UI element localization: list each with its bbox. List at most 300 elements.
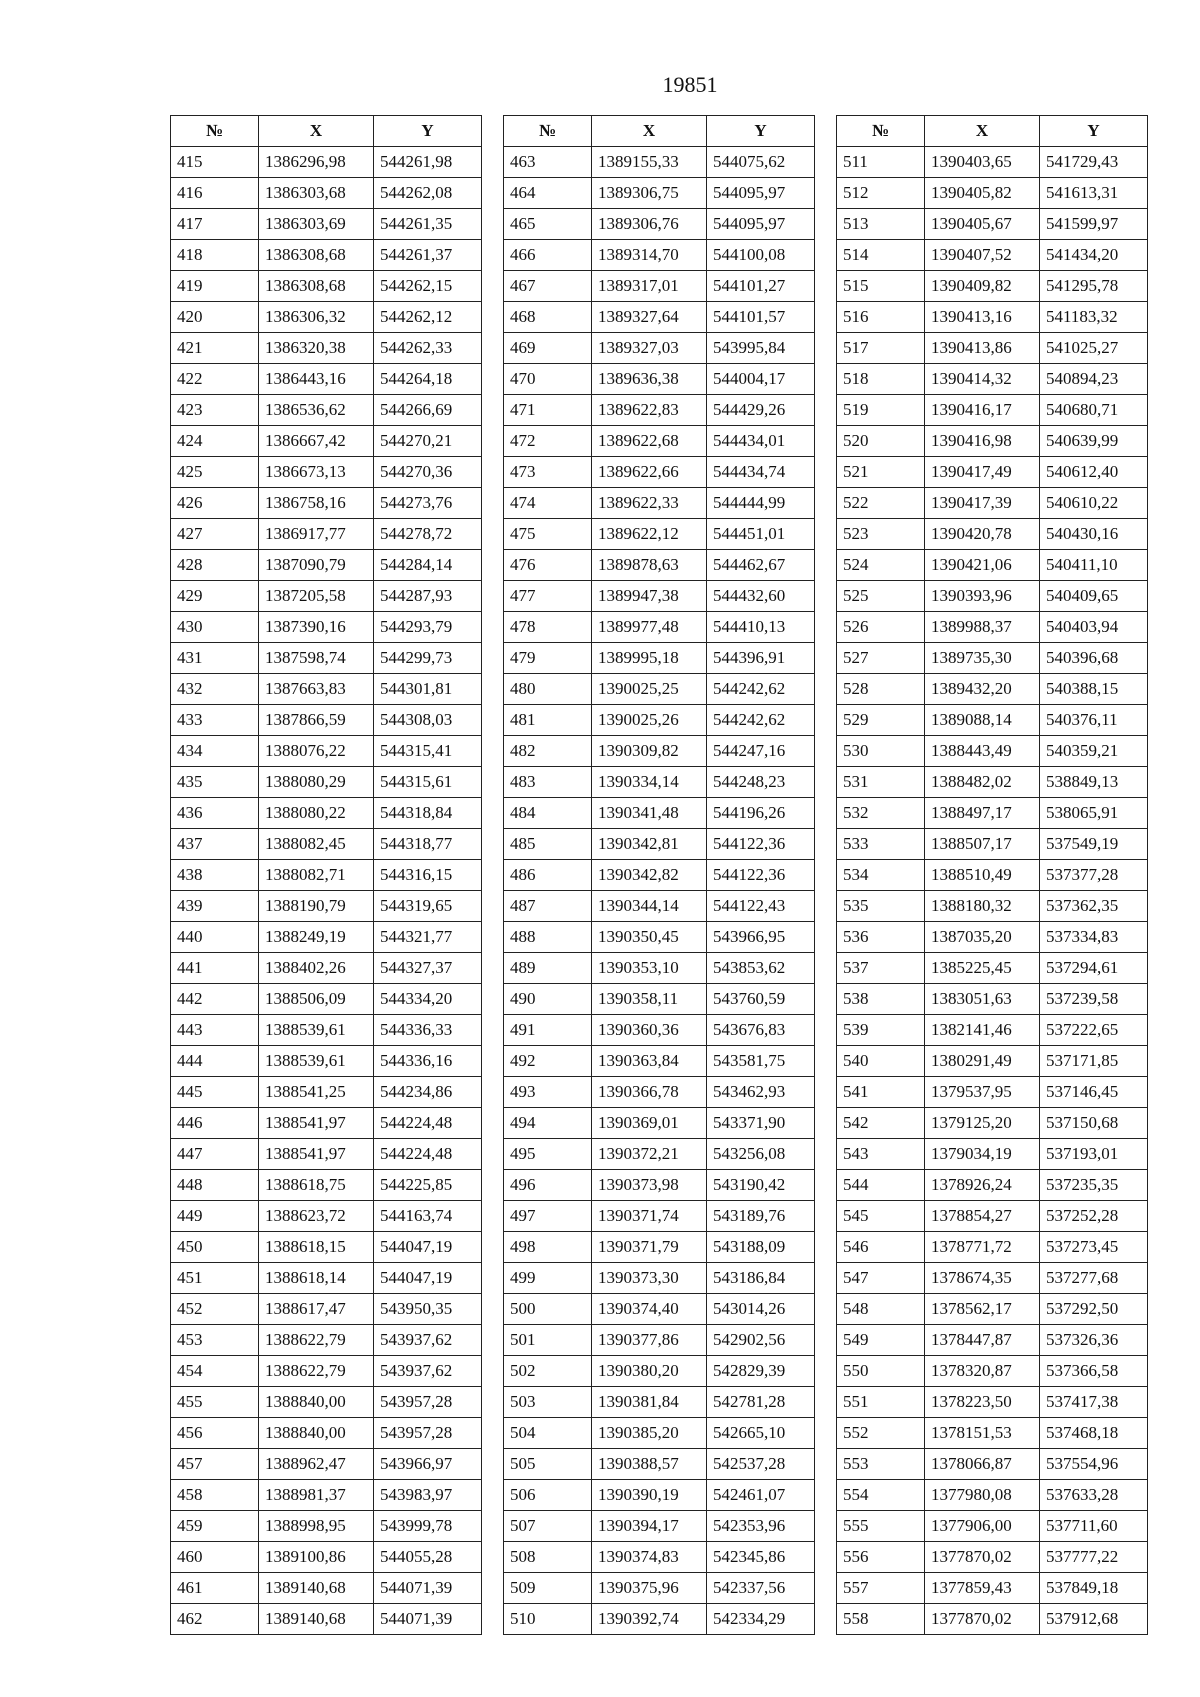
- table-row: [837, 1449, 1148, 1480]
- y-coordinate-cell: 537377,28: [1040, 860, 1148, 891]
- y-coordinate-cell: 537549,19: [1040, 829, 1148, 860]
- table-row: [504, 1387, 815, 1418]
- point-number-cell: 545: [837, 1201, 925, 1232]
- y-coordinate-cell: 544336,16: [374, 1046, 482, 1077]
- x-coordinate-cell: 1386443,16: [259, 364, 374, 395]
- y-coordinate-cell: 544308,03: [374, 705, 482, 736]
- x-coordinate-cell: 1389140,68: [259, 1573, 374, 1604]
- point-number-cell: 463: [504, 147, 592, 178]
- point-number-cell: 441: [171, 953, 259, 984]
- y-coordinate-cell: 543983,97: [374, 1480, 482, 1511]
- table-row: [504, 674, 815, 705]
- x-coordinate-cell: 1388840,00: [259, 1387, 374, 1418]
- x-coordinate-cell: 1388497,17: [925, 798, 1040, 829]
- x-coordinate-cell: 1389306,75: [592, 178, 707, 209]
- table-row: [171, 1325, 482, 1356]
- table-row: [171, 426, 482, 457]
- point-number-cell: 538: [837, 984, 925, 1015]
- y-coordinate-cell: 544316,15: [374, 860, 482, 891]
- point-number-cell: 496: [504, 1170, 592, 1201]
- x-coordinate-cell: 1386308,68: [259, 271, 374, 302]
- point-number-cell: 447: [171, 1139, 259, 1170]
- y-coordinate-cell: 540403,94: [1040, 612, 1148, 643]
- table-row: [837, 1294, 1148, 1325]
- table-row: [504, 767, 815, 798]
- x-coordinate-cell: 1388623,72: [259, 1201, 374, 1232]
- table-row: [171, 271, 482, 302]
- y-coordinate-cell: 544234,86: [374, 1077, 482, 1108]
- x-coordinate-cell: 1390390,19: [592, 1480, 707, 1511]
- point-number-cell: 436: [171, 798, 259, 829]
- table-row: [837, 240, 1148, 271]
- x-coordinate-cell: 1390377,86: [592, 1325, 707, 1356]
- x-coordinate-cell: 1386303,69: [259, 209, 374, 240]
- point-number-cell: 508: [504, 1542, 592, 1573]
- x-coordinate-cell: 1378320,87: [925, 1356, 1040, 1387]
- x-coordinate-cell: 1389088,14: [925, 705, 1040, 736]
- x-coordinate-cell: 1377906,00: [925, 1511, 1040, 1542]
- y-coordinate-cell: 543937,62: [374, 1356, 482, 1387]
- table-row: [504, 1418, 815, 1449]
- x-coordinate-cell: 1389306,76: [592, 209, 707, 240]
- point-number-cell: 423: [171, 395, 259, 426]
- x-coordinate-cell: 1389995,18: [592, 643, 707, 674]
- table-row: [837, 767, 1148, 798]
- y-coordinate-cell: 544004,17: [707, 364, 815, 395]
- table-row: [504, 1604, 815, 1635]
- table-row: [171, 364, 482, 395]
- table-row: [504, 736, 815, 767]
- table-row: [837, 1542, 1148, 1573]
- table-row: [171, 1604, 482, 1635]
- x-coordinate-cell: 1390344,14: [592, 891, 707, 922]
- table-row: [504, 1542, 815, 1573]
- x-coordinate-cell: 1390409,82: [925, 271, 1040, 302]
- y-coordinate-cell: 537222,65: [1040, 1015, 1148, 1046]
- y-coordinate-cell: 537146,45: [1040, 1077, 1148, 1108]
- x-coordinate-cell: 1387390,16: [259, 612, 374, 643]
- point-number-cell: 417: [171, 209, 259, 240]
- y-coordinate-cell: 544224,48: [374, 1139, 482, 1170]
- y-coordinate-cell: 544396,91: [707, 643, 815, 674]
- point-number-cell: 459: [171, 1511, 259, 1542]
- table-row: [837, 1046, 1148, 1077]
- table-row: [171, 984, 482, 1015]
- table-row: [837, 271, 1148, 302]
- table-row: [504, 550, 815, 581]
- y-coordinate-cell: 544075,62: [707, 147, 815, 178]
- point-number-cell: 489: [504, 953, 592, 984]
- y-coordinate-cell: 543581,75: [707, 1046, 815, 1077]
- y-coordinate-cell: 544262,12: [374, 302, 482, 333]
- point-number-cell: 437: [171, 829, 259, 860]
- table-row: [837, 1015, 1148, 1046]
- x-coordinate-cell: 1390373,98: [592, 1170, 707, 1201]
- table-row: [504, 1263, 815, 1294]
- y-coordinate-cell: 542781,28: [707, 1387, 815, 1418]
- y-coordinate-cell: 537292,50: [1040, 1294, 1148, 1325]
- point-number-cell: 509: [504, 1573, 592, 1604]
- table-row: [171, 147, 482, 178]
- x-coordinate-cell: 1388076,22: [259, 736, 374, 767]
- x-coordinate-cell: 1390417,39: [925, 488, 1040, 519]
- y-coordinate-cell: 544264,18: [374, 364, 482, 395]
- table-row: [171, 1480, 482, 1511]
- table-row: [504, 581, 815, 612]
- x-coordinate-header: X: [259, 116, 374, 147]
- table-row: [504, 1170, 815, 1201]
- table-row: [504, 1201, 815, 1232]
- x-coordinate-cell: 1388510,49: [925, 860, 1040, 891]
- table-row: [837, 581, 1148, 612]
- y-coordinate-cell: 544318,84: [374, 798, 482, 829]
- point-number-cell: 471: [504, 395, 592, 426]
- table-row: [504, 1449, 815, 1480]
- x-coordinate-cell: 1388539,61: [259, 1046, 374, 1077]
- x-coordinate-cell: 1378562,17: [925, 1294, 1040, 1325]
- x-coordinate-cell: 1390341,48: [592, 798, 707, 829]
- point-number-cell: 464: [504, 178, 592, 209]
- x-coordinate-cell: 1388507,17: [925, 829, 1040, 860]
- table-row: [171, 829, 482, 860]
- table-row: [837, 1511, 1148, 1542]
- table-row: [171, 674, 482, 705]
- page-number: 19851: [662, 72, 718, 97]
- point-number-cell: 522: [837, 488, 925, 519]
- x-coordinate-cell: 1390025,26: [592, 705, 707, 736]
- point-number-cell: 554: [837, 1480, 925, 1511]
- point-number-cell: 544: [837, 1170, 925, 1201]
- table-row: [504, 1139, 815, 1170]
- point-number-cell: 461: [171, 1573, 259, 1604]
- table-row: [837, 550, 1148, 581]
- y-coordinate-cell: 542902,56: [707, 1325, 815, 1356]
- point-number-cell: 551: [837, 1387, 925, 1418]
- point-number-cell: 506: [504, 1480, 592, 1511]
- point-number-cell: 555: [837, 1511, 925, 1542]
- y-coordinate-cell: 544196,26: [707, 798, 815, 829]
- table-row: [504, 1046, 815, 1077]
- x-coordinate-cell: 1390374,40: [592, 1294, 707, 1325]
- table-row: [504, 519, 815, 550]
- point-number-cell: 519: [837, 395, 925, 426]
- point-number-cell: 507: [504, 1511, 592, 1542]
- point-number-cell: 419: [171, 271, 259, 302]
- point-number-cell: 493: [504, 1077, 592, 1108]
- table-row: [171, 1542, 482, 1573]
- table-row: [171, 891, 482, 922]
- point-number-cell: 469: [504, 333, 592, 364]
- table-row: [171, 519, 482, 550]
- point-number-cell: 552: [837, 1418, 925, 1449]
- y-coordinate-cell: 543957,28: [374, 1418, 482, 1449]
- y-coordinate-cell: 541434,20: [1040, 240, 1148, 271]
- x-coordinate-cell: 1385225,45: [925, 953, 1040, 984]
- point-number-cell: 512: [837, 178, 925, 209]
- y-coordinate-cell: 543995,84: [707, 333, 815, 364]
- x-coordinate-cell: 1379125,20: [925, 1108, 1040, 1139]
- x-coordinate-cell: 1389140,68: [259, 1604, 374, 1635]
- point-number-cell: 485: [504, 829, 592, 860]
- table-row: [504, 488, 815, 519]
- y-coordinate-cell: 544261,98: [374, 147, 482, 178]
- y-coordinate-cell: 544315,41: [374, 736, 482, 767]
- table-row: [504, 643, 815, 674]
- table-row: [837, 395, 1148, 426]
- y-coordinate-cell: 537849,18: [1040, 1573, 1148, 1604]
- x-coordinate-cell: 1379537,95: [925, 1077, 1040, 1108]
- point-number-cell: 490: [504, 984, 592, 1015]
- x-coordinate-cell: 1388249,19: [259, 922, 374, 953]
- table-row: [504, 271, 815, 302]
- y-coordinate-cell: 544266,69: [374, 395, 482, 426]
- point-number-cell: 499: [504, 1263, 592, 1294]
- point-number-cell: 429: [171, 581, 259, 612]
- point-number-cell: 500: [504, 1294, 592, 1325]
- point-number-cell: 511: [837, 147, 925, 178]
- point-number-cell: 540: [837, 1046, 925, 1077]
- x-coordinate-cell: 1380291,49: [925, 1046, 1040, 1077]
- y-coordinate-cell: 543462,93: [707, 1077, 815, 1108]
- x-coordinate-cell: 1387205,58: [259, 581, 374, 612]
- x-coordinate-cell: 1390403,65: [925, 147, 1040, 178]
- table-row: [171, 1418, 482, 1449]
- y-coordinate-cell: 543188,09: [707, 1232, 815, 1263]
- point-number-cell: 532: [837, 798, 925, 829]
- table-row: [504, 364, 815, 395]
- point-number-cell: 475: [504, 519, 592, 550]
- table-row: [504, 798, 815, 829]
- x-coordinate-cell: 1390371,79: [592, 1232, 707, 1263]
- point-number-cell: 474: [504, 488, 592, 519]
- table-row: [837, 953, 1148, 984]
- y-coordinate-cell: 543957,28: [374, 1387, 482, 1418]
- x-coordinate-cell: 1388190,79: [259, 891, 374, 922]
- point-number-cell: 521: [837, 457, 925, 488]
- y-coordinate-cell: 544055,28: [374, 1542, 482, 1573]
- point-number-cell: 449: [171, 1201, 259, 1232]
- y-coordinate-cell: 537912,68: [1040, 1604, 1148, 1635]
- point-number-header: №: [171, 116, 259, 147]
- y-coordinate-cell: 540639,99: [1040, 426, 1148, 457]
- x-coordinate-cell: 1388618,75: [259, 1170, 374, 1201]
- table-row: [504, 426, 815, 457]
- y-coordinate-cell: 544270,21: [374, 426, 482, 457]
- table-row: [837, 705, 1148, 736]
- x-coordinate-cell: 1390394,17: [592, 1511, 707, 1542]
- point-number-cell: 501: [504, 1325, 592, 1356]
- y-coordinate-cell: 537468,18: [1040, 1418, 1148, 1449]
- x-coordinate-cell: 1389622,68: [592, 426, 707, 457]
- point-number-cell: 435: [171, 767, 259, 798]
- x-coordinate-cell: 1378926,24: [925, 1170, 1040, 1201]
- y-coordinate-cell: 544429,26: [707, 395, 815, 426]
- table-row: [504, 612, 815, 643]
- x-coordinate-cell: 1378447,87: [925, 1325, 1040, 1356]
- point-number-cell: 541: [837, 1077, 925, 1108]
- y-coordinate-cell: 544262,08: [374, 178, 482, 209]
- x-coordinate-cell: 1386667,42: [259, 426, 374, 457]
- y-coordinate-cell: 537235,35: [1040, 1170, 1148, 1201]
- y-coordinate-cell: 544278,72: [374, 519, 482, 550]
- point-number-cell: 556: [837, 1542, 925, 1573]
- x-coordinate-cell: 1377859,43: [925, 1573, 1040, 1604]
- x-coordinate-cell: 1378151,53: [925, 1418, 1040, 1449]
- table-header-row: [837, 116, 1148, 147]
- y-coordinate-cell: 543937,62: [374, 1325, 482, 1356]
- table-row: [171, 612, 482, 643]
- point-number-cell: 497: [504, 1201, 592, 1232]
- table-row: [171, 457, 482, 488]
- table-row: [504, 240, 815, 271]
- x-coordinate-cell: 1390417,49: [925, 457, 1040, 488]
- table-row: [171, 1201, 482, 1232]
- y-coordinate-cell: 542337,56: [707, 1573, 815, 1604]
- point-number-cell: 473: [504, 457, 592, 488]
- table-row: [504, 178, 815, 209]
- x-coordinate-cell: 1389878,63: [592, 550, 707, 581]
- table-row: [837, 643, 1148, 674]
- y-coordinate-cell: 537777,22: [1040, 1542, 1148, 1573]
- table-row: [171, 1139, 482, 1170]
- x-coordinate-cell: 1390414,32: [925, 364, 1040, 395]
- x-coordinate-cell: 1389622,12: [592, 519, 707, 550]
- y-coordinate-cell: 541295,78: [1040, 271, 1148, 302]
- x-coordinate-cell: 1390373,30: [592, 1263, 707, 1294]
- y-coordinate-cell: 543190,42: [707, 1170, 815, 1201]
- x-coordinate-cell: 1378854,27: [925, 1201, 1040, 1232]
- table-row: [171, 333, 482, 364]
- table-row: [171, 767, 482, 798]
- table-row: [504, 457, 815, 488]
- x-coordinate-cell: 1390309,82: [592, 736, 707, 767]
- y-coordinate-cell: 540610,22: [1040, 488, 1148, 519]
- table-row: [504, 333, 815, 364]
- table-row: [171, 1046, 482, 1077]
- table-row: [171, 1077, 482, 1108]
- table-row: [837, 1325, 1148, 1356]
- point-number-cell: 434: [171, 736, 259, 767]
- x-coordinate-cell: 1389636,38: [592, 364, 707, 395]
- x-coordinate-cell: 1387663,83: [259, 674, 374, 705]
- point-number-cell: 549: [837, 1325, 925, 1356]
- point-number-cell: 543: [837, 1139, 925, 1170]
- table-row: [171, 488, 482, 519]
- x-coordinate-cell: 1390342,82: [592, 860, 707, 891]
- y-coordinate-cell: 544327,37: [374, 953, 482, 984]
- y-coordinate-cell: 537711,60: [1040, 1511, 1148, 1542]
- x-coordinate-cell: 1390380,20: [592, 1356, 707, 1387]
- y-coordinate-cell: 543014,26: [707, 1294, 815, 1325]
- table-row: [837, 1077, 1148, 1108]
- point-number-cell: 481: [504, 705, 592, 736]
- y-coordinate-cell: 544101,27: [707, 271, 815, 302]
- y-coordinate-cell: 541183,32: [1040, 302, 1148, 333]
- point-number-cell: 456: [171, 1418, 259, 1449]
- table-row: [837, 1573, 1148, 1604]
- y-coordinate-cell: 544299,73: [374, 643, 482, 674]
- point-number-cell: 525: [837, 581, 925, 612]
- table-row: [837, 1263, 1148, 1294]
- point-number-cell: 542: [837, 1108, 925, 1139]
- x-coordinate-cell: 1390420,78: [925, 519, 1040, 550]
- y-coordinate-cell: 544261,35: [374, 209, 482, 240]
- y-coordinate-cell: 543256,08: [707, 1139, 815, 1170]
- table-row: [171, 1449, 482, 1480]
- point-number-cell: 478: [504, 612, 592, 643]
- point-number-cell: 458: [171, 1480, 259, 1511]
- point-number-cell: 455: [171, 1387, 259, 1418]
- point-number-cell: 472: [504, 426, 592, 457]
- x-coordinate-cell: 1390388,57: [592, 1449, 707, 1480]
- point-number-cell: 427: [171, 519, 259, 550]
- table-row: [837, 829, 1148, 860]
- y-coordinate-cell: 542334,29: [707, 1604, 815, 1635]
- point-number-cell: 415: [171, 147, 259, 178]
- x-coordinate-cell: 1390421,06: [925, 550, 1040, 581]
- x-coordinate-cell: 1388080,22: [259, 798, 374, 829]
- x-coordinate-cell: 1389317,01: [592, 271, 707, 302]
- point-number-cell: 468: [504, 302, 592, 333]
- y-coordinate-cell: 544434,74: [707, 457, 815, 488]
- table-row: [504, 829, 815, 860]
- x-coordinate-cell: 1388443,49: [925, 736, 1040, 767]
- table-row: [171, 302, 482, 333]
- x-coordinate-cell: 1388617,47: [259, 1294, 374, 1325]
- table-row: [504, 1511, 815, 1542]
- point-number-cell: 483: [504, 767, 592, 798]
- x-coordinate-cell: 1386917,77: [259, 519, 374, 550]
- table-row: [837, 612, 1148, 643]
- point-number-cell: 451: [171, 1263, 259, 1294]
- point-number-cell: 523: [837, 519, 925, 550]
- point-number-cell: 503: [504, 1387, 592, 1418]
- point-number-cell: 527: [837, 643, 925, 674]
- coordinates-table-3: [836, 115, 1148, 1635]
- x-coordinate-cell: 1379034,19: [925, 1139, 1040, 1170]
- y-coordinate-cell: 544095,97: [707, 209, 815, 240]
- x-coordinate-cell: 1390342,81: [592, 829, 707, 860]
- x-coordinate-cell: 1377870,02: [925, 1542, 1040, 1573]
- y-coordinate-cell: 540680,71: [1040, 395, 1148, 426]
- y-coordinate-cell: 541599,97: [1040, 209, 1148, 240]
- x-coordinate-cell: 1388541,97: [259, 1139, 374, 1170]
- table-row: [171, 395, 482, 426]
- x-coordinate-cell: 1387090,79: [259, 550, 374, 581]
- table-row: [504, 1108, 815, 1139]
- x-coordinate-cell: 1386296,98: [259, 147, 374, 178]
- y-coordinate-cell: 540409,65: [1040, 581, 1148, 612]
- table-row: [504, 953, 815, 984]
- x-coordinate-cell: 1388541,97: [259, 1108, 374, 1139]
- point-number-cell: 470: [504, 364, 592, 395]
- point-number-cell: 452: [171, 1294, 259, 1325]
- y-coordinate-cell: 544336,33: [374, 1015, 482, 1046]
- point-number-cell: 514: [837, 240, 925, 271]
- table-row: [837, 519, 1148, 550]
- table-row: [171, 1015, 482, 1046]
- x-coordinate-cell: 1378223,50: [925, 1387, 1040, 1418]
- x-coordinate-cell: 1389988,37: [925, 612, 1040, 643]
- point-number-cell: 487: [504, 891, 592, 922]
- y-coordinate-cell: 543966,95: [707, 922, 815, 953]
- y-coordinate-cell: 541025,27: [1040, 333, 1148, 364]
- point-number-cell: 528: [837, 674, 925, 705]
- point-number-cell: 491: [504, 1015, 592, 1046]
- table-row: [504, 1232, 815, 1263]
- x-coordinate-cell: 1388622,79: [259, 1325, 374, 1356]
- y-coordinate-cell: 544432,60: [707, 581, 815, 612]
